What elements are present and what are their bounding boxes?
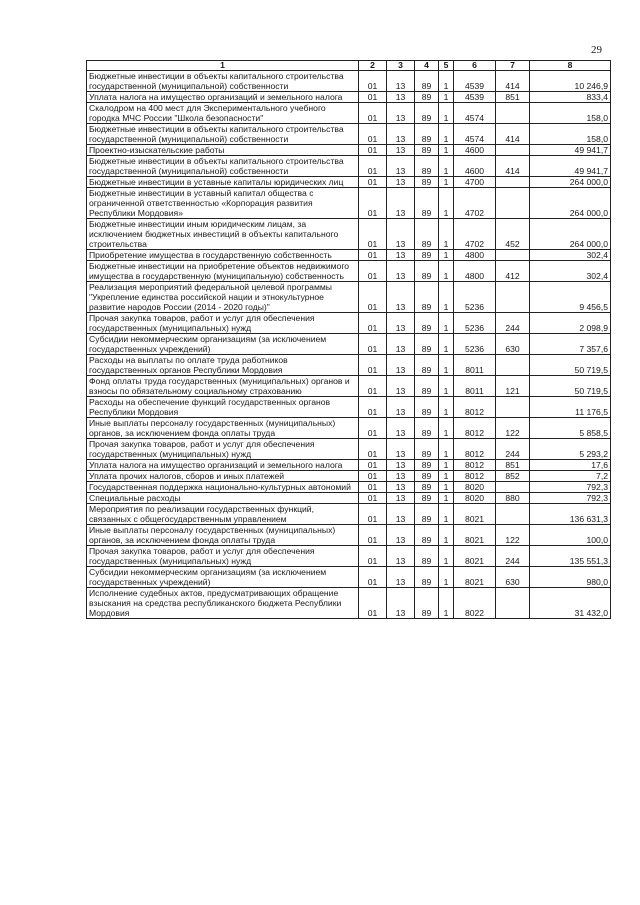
amount-cell: 136 631,3	[530, 504, 611, 525]
amount-cell: 5 858,5	[530, 418, 611, 439]
section-code-cell: 01	[359, 103, 387, 124]
column-header: 3	[387, 61, 415, 71]
row-name-cell: Субсидии некоммерческим организациям (за исключением государственных учреждений)	[87, 567, 359, 588]
subprogram-code-cell: 1	[439, 250, 454, 261]
subprogram-code-cell: 1	[439, 313, 454, 334]
page-number: 29	[591, 44, 602, 56]
row-name-cell: Уплата налога на имущество организаций и земельного налога	[87, 92, 359, 103]
subprogram-code-cell: 1	[439, 92, 454, 103]
subsection-code-cell: 13	[387, 103, 415, 124]
target-item-code-cell: 4574	[454, 103, 496, 124]
row-name-cell: Скалодром на 400 мест для Экспериментального учебного городка МЧС России "Школа безопасности"	[87, 103, 359, 124]
expense-type-code-cell	[496, 282, 530, 313]
subsection-code-cell: 13	[387, 124, 415, 145]
section-code-cell: 01	[359, 504, 387, 525]
table-row	[87, 376, 611, 397]
subprogram-code-cell: 1	[439, 504, 454, 525]
amount-cell: 5 293,2	[530, 439, 611, 460]
program-code-cell: 89	[415, 376, 439, 397]
table-row	[87, 504, 611, 525]
subsection-code-cell: 13	[387, 397, 415, 418]
target-item-code-cell: 4700	[454, 177, 496, 188]
program-code-cell: 89	[415, 525, 439, 546]
row-name-cell: Иные выплаты персоналу государственных (муниципальных) органов, за исключением фонда оплаты труда	[87, 418, 359, 439]
amount-cell: 980,0	[530, 567, 611, 588]
target-item-code-cell: 4574	[454, 124, 496, 145]
subsection-code-cell: 13	[387, 71, 415, 92]
subprogram-code-cell: 1	[439, 103, 454, 124]
expense-type-code-cell	[496, 588, 530, 619]
amount-cell: 50 719,5	[530, 376, 611, 397]
section-code-cell: 01	[359, 460, 387, 471]
column-header: 4	[415, 61, 439, 71]
subsection-code-cell: 13	[387, 313, 415, 334]
program-code-cell: 89	[415, 439, 439, 460]
target-item-code-cell: 8012	[454, 460, 496, 471]
target-item-code-cell: 5236	[454, 313, 496, 334]
subprogram-code-cell: 1	[439, 493, 454, 504]
subsection-code-cell: 13	[387, 334, 415, 355]
target-item-code-cell: 8011	[454, 376, 496, 397]
program-code-cell: 89	[415, 397, 439, 418]
target-item-code-cell: 4539	[454, 71, 496, 92]
expense-type-code-cell	[496, 103, 530, 124]
subsection-code-cell: 13	[387, 156, 415, 177]
amount-cell: 11 176,5	[530, 397, 611, 418]
subprogram-code-cell: 1	[439, 334, 454, 355]
subsection-code-cell: 13	[387, 567, 415, 588]
subsection-code-cell: 13	[387, 145, 415, 156]
expense-type-code-cell: 414	[496, 156, 530, 177]
section-code-cell: 01	[359, 250, 387, 261]
row-name-cell: Фонд оплаты труда государственных (муниципальных) органов и взносы по обязательному социальному страхованию	[87, 376, 359, 397]
target-item-code-cell: 4539	[454, 92, 496, 103]
subsection-code-cell: 13	[387, 460, 415, 471]
column-header: 5	[439, 61, 454, 71]
section-code-cell: 01	[359, 439, 387, 460]
row-name-cell: Иные выплаты персоналу государственных (муниципальных) органов, за исключением фонда оплаты труда	[87, 525, 359, 546]
target-item-code-cell: 8021	[454, 525, 496, 546]
amount-cell: 10 246,9	[530, 71, 611, 92]
subprogram-code-cell: 1	[439, 282, 454, 313]
amount-cell: 31 432,0	[530, 588, 611, 619]
target-item-code-cell: 8012	[454, 397, 496, 418]
subsection-code-cell: 13	[387, 355, 415, 376]
section-code-cell: 01	[359, 493, 387, 504]
target-item-code-cell: 8012	[454, 439, 496, 460]
target-item-code-cell: 8011	[454, 355, 496, 376]
section-code-cell: 01	[359, 588, 387, 619]
table-row	[87, 71, 611, 92]
budget-table	[86, 60, 611, 619]
subprogram-code-cell: 1	[439, 567, 454, 588]
table-row	[87, 460, 611, 471]
subprogram-code-cell: 1	[439, 177, 454, 188]
table-row	[87, 482, 611, 493]
row-name-cell: Специальные расходы	[87, 493, 359, 504]
expense-type-code-cell: 122	[496, 525, 530, 546]
amount-cell: 264 000,0	[530, 177, 611, 188]
subprogram-code-cell: 1	[439, 471, 454, 482]
subprogram-code-cell: 1	[439, 355, 454, 376]
program-code-cell: 89	[415, 177, 439, 188]
expense-type-code-cell: 244	[496, 313, 530, 334]
program-code-cell: 89	[415, 250, 439, 261]
row-name-cell: Государственная поддержка национально-культурных автономий	[87, 482, 359, 493]
row-name-cell: Проектно-изыскательские работы	[87, 145, 359, 156]
expense-type-code-cell	[496, 397, 530, 418]
row-name-cell: Расходы на выплаты по оплате труда работников государственных органов Республики Мордовия	[87, 355, 359, 376]
program-code-cell: 89	[415, 471, 439, 482]
target-item-code-cell: 4600	[454, 156, 496, 177]
table-row	[87, 177, 611, 188]
expense-type-code-cell: 852	[496, 471, 530, 482]
target-item-code-cell: 4702	[454, 219, 496, 250]
row-name-cell: Прочая закупка товаров, работ и услуг для обеспечения государственных (муниципальных) нужд	[87, 313, 359, 334]
amount-cell: 158,0	[530, 124, 611, 145]
expense-type-code-cell: 851	[496, 460, 530, 471]
row-name-cell: Мероприятия по реализации государственных функций, связанных с общегосударственным управлением	[87, 504, 359, 525]
amount-cell: 792,3	[530, 482, 611, 493]
table-row	[87, 397, 611, 418]
amount-cell: 2 098,9	[530, 313, 611, 334]
amount-cell: 302,4	[530, 250, 611, 261]
section-code-cell: 01	[359, 145, 387, 156]
amount-cell: 7 357,6	[530, 334, 611, 355]
program-code-cell: 89	[415, 103, 439, 124]
program-code-cell: 89	[415, 334, 439, 355]
section-code-cell: 01	[359, 376, 387, 397]
amount-cell: 49 941,7	[530, 156, 611, 177]
subsection-code-cell: 13	[387, 219, 415, 250]
program-code-cell: 89	[415, 546, 439, 567]
table-row	[87, 439, 611, 460]
expense-type-code-cell	[496, 355, 530, 376]
amount-cell: 264 000,0	[530, 188, 611, 219]
amount-cell: 7,2	[530, 471, 611, 482]
amount-cell: 49 941,7	[530, 145, 611, 156]
program-code-cell: 89	[415, 71, 439, 92]
target-item-code-cell: 4800	[454, 250, 496, 261]
section-code-cell: 01	[359, 525, 387, 546]
amount-cell: 50 719,5	[530, 355, 611, 376]
section-code-cell: 01	[359, 355, 387, 376]
row-name-cell: Бюджетные инвестиции на приобретение объектов недвижимого имущества в государственную (муниципальную) собственность	[87, 261, 359, 282]
subprogram-code-cell: 1	[439, 261, 454, 282]
expense-type-code-cell: 414	[496, 124, 530, 145]
subprogram-code-cell: 1	[439, 525, 454, 546]
subsection-code-cell: 13	[387, 482, 415, 493]
target-item-code-cell: 5236	[454, 282, 496, 313]
table-row	[87, 124, 611, 145]
row-name-cell: Исполнение судебных актов, предусматривающих обращение взыскания на средства республиканского бюджета Республики Мордовия	[87, 588, 359, 619]
section-code-cell: 01	[359, 546, 387, 567]
amount-cell: 158,0	[530, 103, 611, 124]
table-header-row	[87, 61, 611, 71]
row-name-cell: Бюджетные инвестиции в объекты капитального строительства государственной (муниципальной) собственности	[87, 71, 359, 92]
target-item-code-cell: 8021	[454, 546, 496, 567]
expense-type-code-cell	[496, 250, 530, 261]
expense-type-code-cell: 244	[496, 546, 530, 567]
table-row	[87, 261, 611, 282]
target-item-code-cell: 4702	[454, 188, 496, 219]
subsection-code-cell: 13	[387, 493, 415, 504]
program-code-cell: 89	[415, 588, 439, 619]
table-row	[87, 219, 611, 250]
row-name-cell: Расходы на обеспечение функций государственных органов Республики Мордовия	[87, 397, 359, 418]
row-name-cell: Прочая закупка товаров, работ и услуг для обеспечения государственных (муниципальных) нужд	[87, 546, 359, 567]
table-row	[87, 567, 611, 588]
expense-type-code-cell	[496, 188, 530, 219]
program-code-cell: 89	[415, 418, 439, 439]
amount-cell: 792,3	[530, 493, 611, 504]
expense-type-code-cell: 630	[496, 334, 530, 355]
row-name-cell: Уплата прочих налогов, сборов и иных платежей	[87, 471, 359, 482]
expense-type-code-cell: 414	[496, 71, 530, 92]
row-name-cell: Прочая закупка товаров, работ и услуг для обеспечения государственных (муниципальных) нужд	[87, 439, 359, 460]
section-code-cell: 01	[359, 282, 387, 313]
subsection-code-cell: 13	[387, 418, 415, 439]
row-name-cell: Бюджетные инвестиции в уставный капитал общества с ограниченной ответственностью «Корпорация развития Республики Мордовия»	[87, 188, 359, 219]
section-code-cell: 01	[359, 71, 387, 92]
section-code-cell: 01	[359, 124, 387, 145]
row-name-cell: Уплата налога на имущество организаций и земельного налога	[87, 460, 359, 471]
subsection-code-cell: 13	[387, 471, 415, 482]
subprogram-code-cell: 1	[439, 188, 454, 219]
subsection-code-cell: 13	[387, 588, 415, 619]
subprogram-code-cell: 1	[439, 156, 454, 177]
amount-cell: 17,6	[530, 460, 611, 471]
target-item-code-cell: 8012	[454, 418, 496, 439]
subsection-code-cell: 13	[387, 439, 415, 460]
expense-type-code-cell: 880	[496, 493, 530, 504]
table-row	[87, 588, 611, 619]
expense-type-code-cell	[496, 145, 530, 156]
program-code-cell: 89	[415, 282, 439, 313]
section-code-cell: 01	[359, 177, 387, 188]
column-header: 2	[359, 61, 387, 71]
table-row	[87, 313, 611, 334]
target-item-code-cell: 8020	[454, 482, 496, 493]
subsection-code-cell: 13	[387, 261, 415, 282]
program-code-cell: 89	[415, 482, 439, 493]
section-code-cell: 01	[359, 418, 387, 439]
table-row	[87, 156, 611, 177]
expense-type-code-cell: 630	[496, 567, 530, 588]
subprogram-code-cell: 1	[439, 71, 454, 92]
section-code-cell: 01	[359, 92, 387, 103]
table-row	[87, 282, 611, 313]
row-name-cell: Бюджетные инвестиции в объекты капитального строительства государственной (муниципальной) собственности	[87, 124, 359, 145]
table-row	[87, 471, 611, 482]
expense-type-code-cell: 121	[496, 376, 530, 397]
target-item-code-cell: 8020	[454, 493, 496, 504]
section-code-cell: 01	[359, 397, 387, 418]
subprogram-code-cell: 1	[439, 124, 454, 145]
subsection-code-cell: 13	[387, 376, 415, 397]
table-row	[87, 334, 611, 355]
subsection-code-cell: 13	[387, 188, 415, 219]
subsection-code-cell: 13	[387, 525, 415, 546]
subsection-code-cell: 13	[387, 282, 415, 313]
table-row	[87, 525, 611, 546]
table-row	[87, 418, 611, 439]
row-name-cell: Реализация мероприятий федеральной целевой программы "Укрепление единства российской нации и этнокультурное развитие народов России (2014 - 2020 годы)"	[87, 282, 359, 313]
column-header: 1	[87, 61, 359, 71]
amount-cell: 135 551,3	[530, 546, 611, 567]
expense-type-code-cell: 412	[496, 261, 530, 282]
subprogram-code-cell: 1	[439, 482, 454, 493]
program-code-cell: 89	[415, 355, 439, 376]
program-code-cell: 89	[415, 188, 439, 219]
subprogram-code-cell: 1	[439, 439, 454, 460]
subprogram-code-cell: 1	[439, 460, 454, 471]
section-code-cell: 01	[359, 334, 387, 355]
section-code-cell: 01	[359, 482, 387, 493]
section-code-cell: 01	[359, 567, 387, 588]
column-header: 6	[454, 61, 496, 71]
target-item-code-cell: 4600	[454, 145, 496, 156]
table-row	[87, 145, 611, 156]
row-name-cell: Субсидии некоммерческим организациям (за исключением государственных учреждений)	[87, 334, 359, 355]
expense-type-code-cell: 452	[496, 219, 530, 250]
program-code-cell: 89	[415, 156, 439, 177]
subprogram-code-cell: 1	[439, 219, 454, 250]
target-item-code-cell: 8021	[454, 504, 496, 525]
program-code-cell: 89	[415, 92, 439, 103]
row-name-cell: Бюджетные инвестиции в уставные капиталы юридических лиц	[87, 177, 359, 188]
program-code-cell: 89	[415, 313, 439, 334]
column-header: 7	[496, 61, 530, 71]
column-header: 8	[530, 61, 611, 71]
subsection-code-cell: 13	[387, 177, 415, 188]
expense-type-code-cell: 851	[496, 92, 530, 103]
program-code-cell: 89	[415, 219, 439, 250]
target-item-code-cell: 4800	[454, 261, 496, 282]
table-row	[87, 92, 611, 103]
target-item-code-cell: 8021	[454, 567, 496, 588]
expense-type-code-cell	[496, 177, 530, 188]
table-body	[87, 71, 611, 619]
section-code-cell: 01	[359, 313, 387, 334]
amount-cell: 302,4	[530, 261, 611, 282]
program-code-cell: 89	[415, 261, 439, 282]
target-item-code-cell: 8022	[454, 588, 496, 619]
expense-type-code-cell: 244	[496, 439, 530, 460]
section-code-cell: 01	[359, 156, 387, 177]
table-row	[87, 103, 611, 124]
expense-type-code-cell	[496, 482, 530, 493]
subprogram-code-cell: 1	[439, 145, 454, 156]
table-row	[87, 493, 611, 504]
subprogram-code-cell: 1	[439, 588, 454, 619]
section-code-cell: 01	[359, 471, 387, 482]
section-code-cell: 01	[359, 219, 387, 250]
subsection-code-cell: 13	[387, 250, 415, 261]
subsection-code-cell: 13	[387, 546, 415, 567]
program-code-cell: 89	[415, 460, 439, 471]
row-name-cell: Приобретение имущества в государственную собственность	[87, 250, 359, 261]
subprogram-code-cell: 1	[439, 418, 454, 439]
amount-cell: 833,4	[530, 92, 611, 103]
target-item-code-cell: 5236	[454, 334, 496, 355]
subsection-code-cell: 13	[387, 92, 415, 103]
section-code-cell: 01	[359, 261, 387, 282]
program-code-cell: 89	[415, 567, 439, 588]
program-code-cell: 89	[415, 124, 439, 145]
amount-cell: 9 456,5	[530, 282, 611, 313]
program-code-cell: 89	[415, 504, 439, 525]
row-name-cell: Бюджетные инвестиции иным юридическим лицам, за исключением бюджетных инвестиций в объекты капитального строительства	[87, 219, 359, 250]
target-item-code-cell: 8012	[454, 471, 496, 482]
table-row	[87, 355, 611, 376]
table-row	[87, 546, 611, 567]
section-code-cell: 01	[359, 188, 387, 219]
subprogram-code-cell: 1	[439, 376, 454, 397]
row-name-cell: Бюджетные инвестиции в объекты капитального строительства государственной (муниципальной) собственности	[87, 156, 359, 177]
table-row	[87, 188, 611, 219]
table-row	[87, 250, 611, 261]
program-code-cell: 89	[415, 493, 439, 504]
amount-cell: 264 000,0	[530, 219, 611, 250]
amount-cell: 100,0	[530, 525, 611, 546]
program-code-cell: 89	[415, 145, 439, 156]
expense-type-code-cell	[496, 504, 530, 525]
expense-type-code-cell: 122	[496, 418, 530, 439]
subsection-code-cell: 13	[387, 504, 415, 525]
subprogram-code-cell: 1	[439, 546, 454, 567]
subprogram-code-cell: 1	[439, 397, 454, 418]
